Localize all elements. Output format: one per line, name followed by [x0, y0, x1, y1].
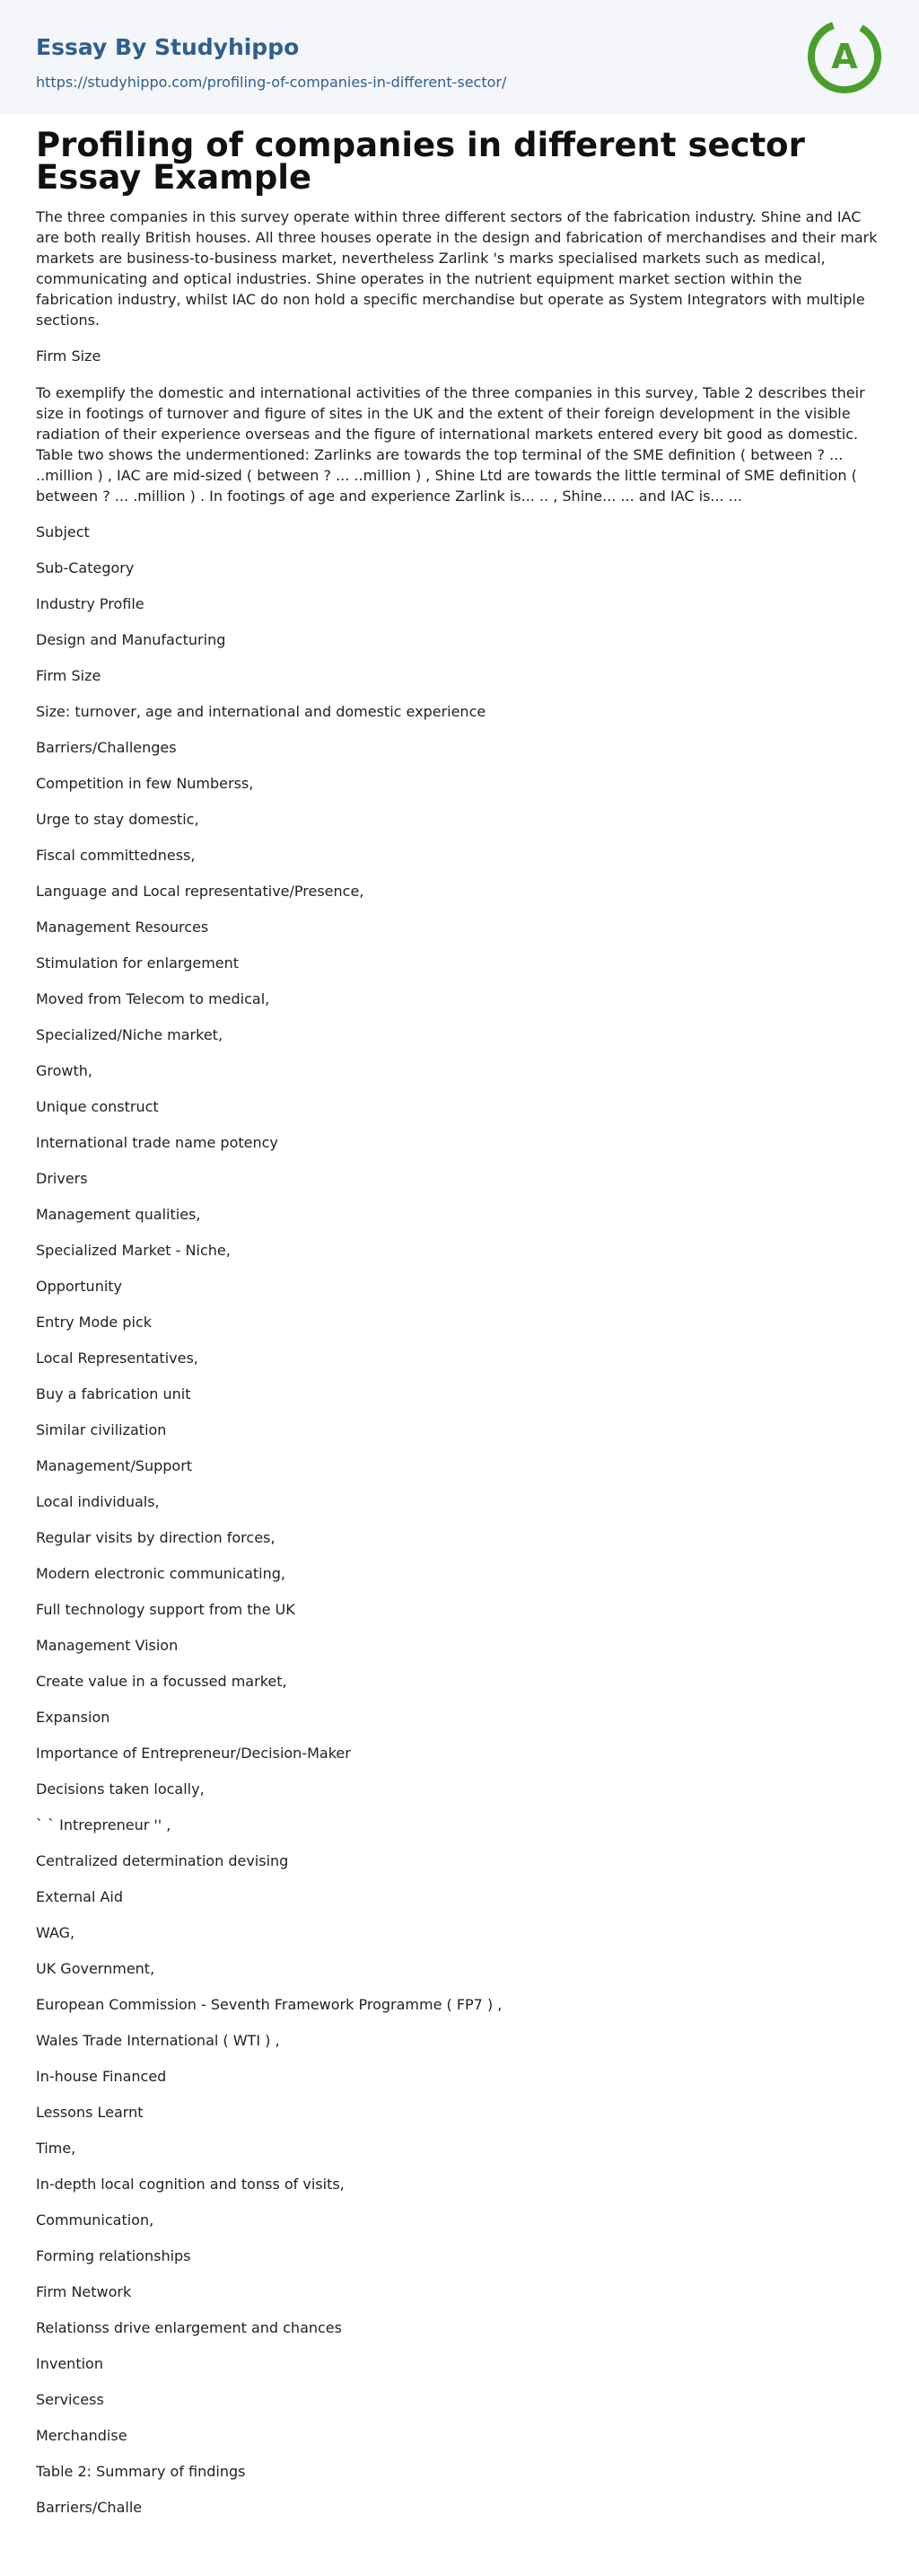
list-item: External Aid	[36, 1888, 124, 1905]
list-item: Forming relationships	[36, 2247, 191, 2264]
list-item: Subject	[36, 523, 90, 541]
list-item: Modern electronic communicating,	[36, 1565, 285, 1582]
list-item: Sub-Category	[36, 559, 135, 576]
list-item: Opportunity	[36, 1278, 123, 1295]
intro-paragraph: The three companies in this survey operate within three different sectors of the fabrication industry. Shine and IAC are both really British houses. All three houses operate in the design and fabrication of merchandises and their mark markets are business-to-business market, nevertheless Zarlink 's marks specialised markets such as medical, communicating and optical industries. Shine operates in the nutrient equipment market section within the fabrication industry, whilst IAC do non hold a specific merchandise but operate as System Integrators with multiple sections.	[36, 208, 878, 329]
list-item: Firm Size	[36, 667, 101, 684]
list-item: Full technology support from the UK	[36, 1601, 295, 1618]
list-item: Centralized determination devising	[36, 1852, 289, 1869]
list-item: UK Government,	[36, 1960, 155, 1977]
list-item: Lessons Learnt	[36, 2104, 144, 2121]
page-url-link[interactable]: https://studyhippo.com/profiling-of-companies-in-different-sector/	[36, 74, 507, 91]
list-item: In-depth local cognition and tonss of visits,	[36, 2176, 345, 2193]
list-item: In-house Financed	[36, 2068, 167, 2085]
list-item: Language and Local representative/Presence,	[36, 883, 364, 900]
summary-list	[36, 523, 883, 2518]
studyhippo-logo-icon[interactable]	[806, 18, 883, 95]
list-item: Servicess	[36, 2391, 104, 2408]
list-item: Importance of Entrepreneur/Decision-Maker	[36, 1745, 351, 1762]
list-item: European Commission - Seventh Framework Programme ( FP7 ) ,	[36, 1996, 503, 2013]
list-item: International trade name potency	[36, 1134, 278, 1151]
list-item: Growth,	[36, 1062, 92, 1079]
firm-size-heading: Firm Size	[36, 347, 101, 365]
list-item: Table 2: Summary of findings	[36, 2463, 246, 2480]
list-item: Industry Profile	[36, 595, 144, 612]
list-item: Specialized/Niche market,	[36, 1026, 223, 1043]
firm-size-paragraph: To exemplify the domestic and international activities of the three companies in this survey, Table 2 describes their size in footings of turnover and figure of sites in the UK and the extent of their foreign development in the visible radiation of their experience overseas and the figure of international markets entered every bit good as domestic. Table two shows the undermentioned: Zarlinks are towards the top terminal of the SME definition ( between ? ... ..million ) , IAC are mid-sized ( between ? ... ..million ) , Shine Ltd are towards the little terminal of SME definition ( between ? ... .million ) . In footings of age and experience Zarlink is... .. , Shine... ... and IAC is... ...	[36, 384, 865, 505]
list-item: Local individuals,	[36, 1493, 160, 1510]
list-item: Buy a fabrication unit	[36, 1385, 191, 1402]
list-item: Invention	[36, 2355, 103, 2372]
list-item: Specialized Market - Niche,	[36, 1242, 231, 1259]
list-item: Fiscal committedness,	[36, 847, 196, 864]
list-item: Management/Support	[36, 1457, 193, 1474]
list-item: Entry Mode pick	[36, 1314, 152, 1331]
list-item: Management qualities,	[36, 1206, 201, 1223]
list-item: ` ` Intrepreneur '' ,	[36, 1816, 171, 1833]
list-item: Urge to stay domestic,	[36, 811, 199, 828]
list-item: Firm Network	[36, 2283, 132, 2300]
list-item: Relationss drive enlargement and chances	[36, 2319, 342, 2336]
list-item: Drivers	[36, 1170, 88, 1187]
list-item: WAG,	[36, 1924, 75, 1941]
list-item: Wales Trade International ( WTI ) ,	[36, 2032, 280, 2049]
brand-title[interactable]: Essay By Studyhippo	[36, 34, 300, 60]
list-item: Management Vision	[36, 1637, 179, 1654]
list-item: Regular visits by direction forces,	[36, 1529, 276, 1546]
list-item: Stimulation for enlargement	[36, 954, 240, 971]
list-item: Design and Manufacturing	[36, 631, 226, 648]
page-title: Profiling of companies in different sector Essay Example	[36, 126, 805, 197]
list-item: Size: turnover, age and international and domestic experience	[36, 703, 486, 720]
list-item: Communication,	[36, 2211, 154, 2229]
list-item: Barriers/Challenges	[36, 739, 177, 756]
list-item: Similar civilization	[36, 1421, 167, 1438]
list-item: Create value in a focussed market,	[36, 1673, 287, 1690]
article	[0, 115, 919, 2518]
list-item: Local Representatives,	[36, 1350, 198, 1367]
list-item: Management Resources	[36, 919, 209, 936]
list-item: Moved from Telecom to medical,	[36, 990, 270, 1007]
svg-text:A: A	[831, 37, 858, 76]
site-header	[0, 0, 919, 115]
list-item: Time,	[36, 2140, 76, 2157]
list-item: Barriers/Challe	[36, 2499, 143, 2516]
list-item: Competition in few Numberss,	[36, 775, 254, 792]
list-item: Merchandise	[36, 2427, 127, 2444]
list-item: Unique construct	[36, 1098, 159, 1115]
list-item: Expansion	[36, 1709, 110, 1726]
list-item: Decisions taken locally,	[36, 1780, 205, 1798]
